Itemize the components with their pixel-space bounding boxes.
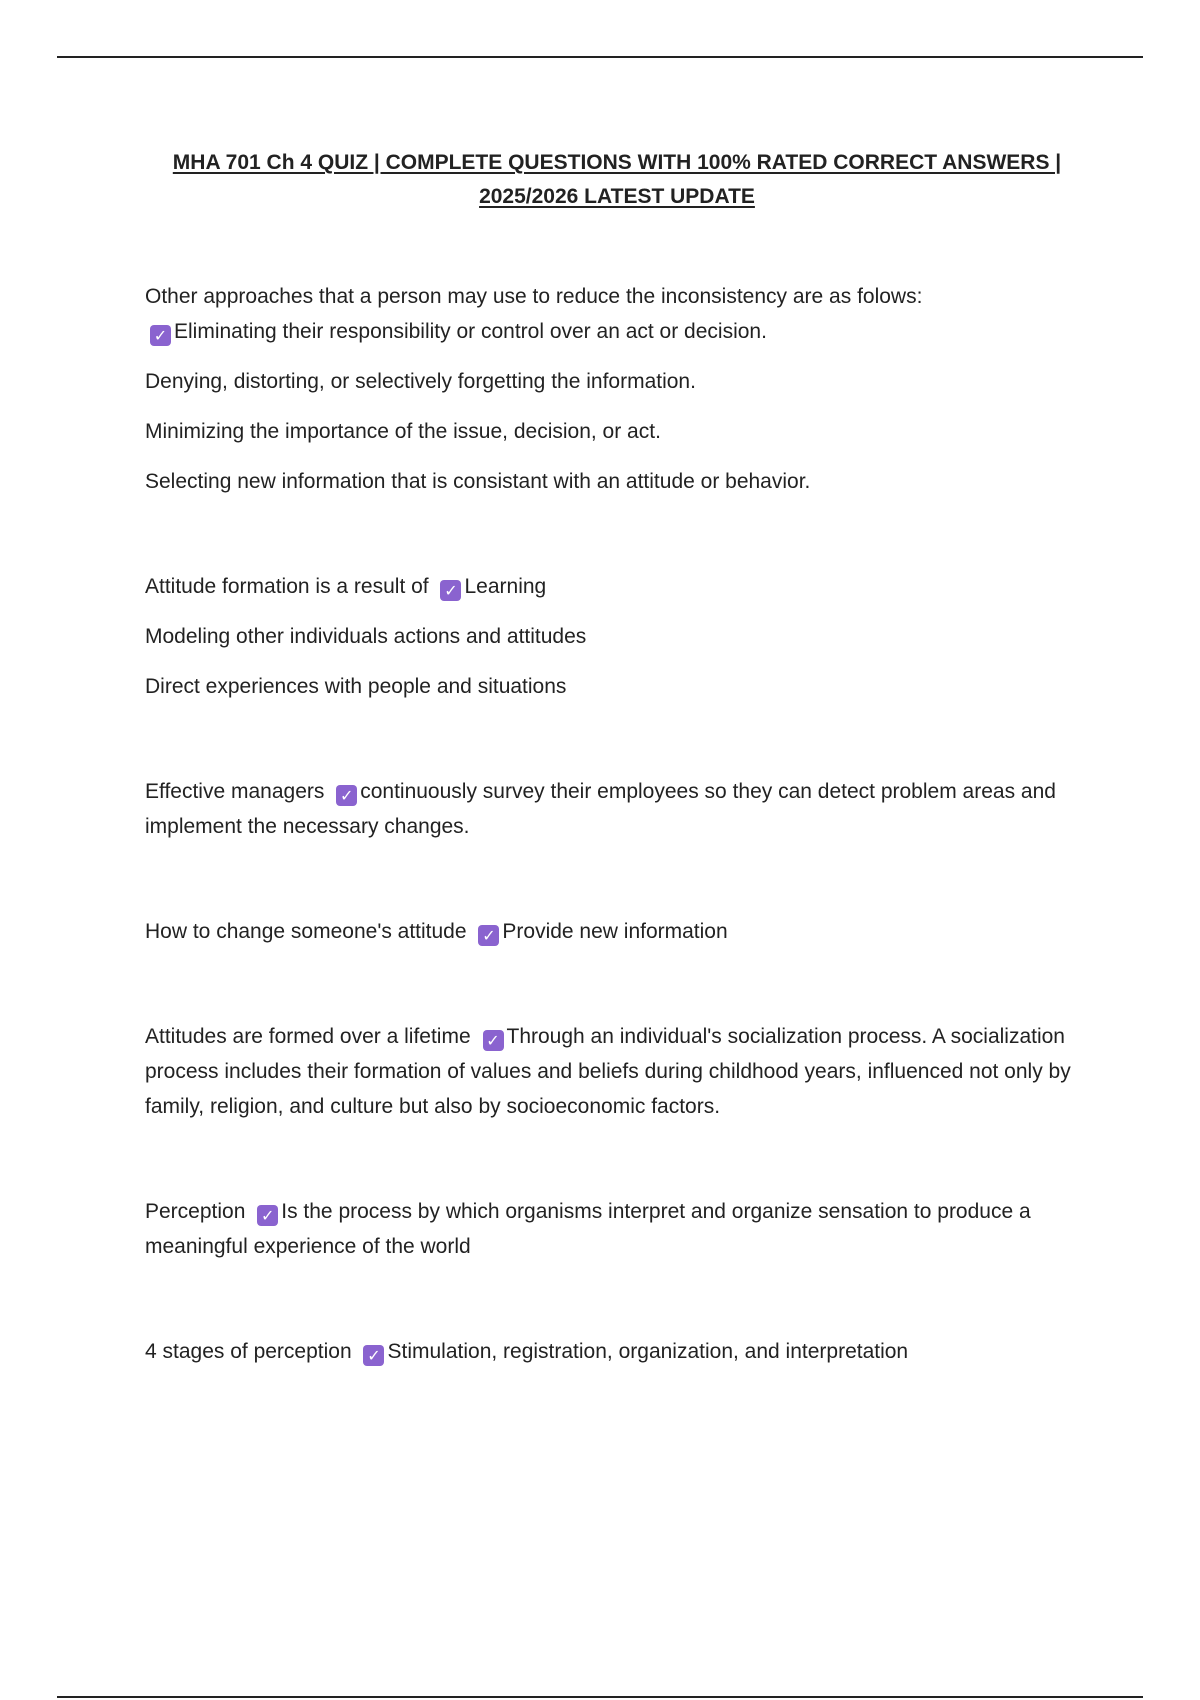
qa-item-6 [145,1194,1095,1264]
question-7: 4 stages of perception [145,1340,352,1363]
checkbox-checked-icon: ✓ [336,785,357,806]
qa-item-2 [145,569,1095,604]
top-rule [57,56,1143,58]
qa-item-7 [145,1334,1095,1369]
checkbox-checked-icon: ✓ [150,325,171,346]
answer-7: Stimulation, registration, organization, and interpretation [387,1340,909,1363]
question-5: Attitudes are formed over a lifetime [145,1025,471,1048]
answer-4: Provide new information [502,920,728,943]
checkbox-checked-icon: ✓ [363,1345,384,1366]
checkbox-checked-icon: ✓ [478,925,499,946]
question-1: Other approaches that a person may use to reduce the inconsistency are as folows: [145,285,923,308]
checkbox-checked-icon: ✓ [483,1030,504,1051]
qa-item-1 [145,279,1095,349]
question-2: Attitude formation is a result of [145,575,429,598]
question-6: Perception [145,1200,246,1223]
bottom-rule [57,1696,1143,1698]
title-line-2: 2025/2026 LATEST UPDATE [479,185,755,208]
answer-1-extra-2: Minimizing the importance of the issue, decision, or act. [145,420,661,443]
answer-1: Eliminating their responsibility or control over an act or decision. [174,320,767,343]
qa-item-5 [145,1019,1095,1124]
answer-2: Learning [464,575,547,598]
answer-1-extra-3: Selecting new information that is consistant with an attitude or behavior. [145,470,811,493]
question-4: How to change someone's attitude [145,920,467,943]
answer-2-extra-1: Modeling other individuals actions and attitudes [145,625,587,648]
checkbox-checked-icon: ✓ [257,1205,278,1226]
checkbox-checked-icon: ✓ [440,580,461,601]
qa-list [145,279,1095,1384]
answer-2-extra-2: Direct experiences with people and situations [145,675,567,698]
title-line-1: MHA 701 Ch 4 QUIZ | COMPLETE QUESTIONS WITH 100% RATED CORRECT ANSWERS | [172,151,1062,174]
answer-1-extra-1: Denying, distorting, or selectively forgetting the information. [145,370,696,393]
qa-item-4 [145,914,1095,949]
answer-3: continuously survey their employees so they can detect problem areas and implement the necessary changes. [145,780,1056,838]
question-3: Effective managers [145,780,325,803]
page-title [120,146,1114,214]
answer-6: Is the process by which organisms interpret and organize sensation to produce a meaningful experience of the world [145,1200,1031,1258]
answer-5: Through an individual's socialization process. A socialization process includes their formation of values and beliefs during childhood years, influenced not only by family, religion, and culture but also by socioeconomic factors. [145,1025,1071,1118]
qa-item-3 [145,774,1095,844]
